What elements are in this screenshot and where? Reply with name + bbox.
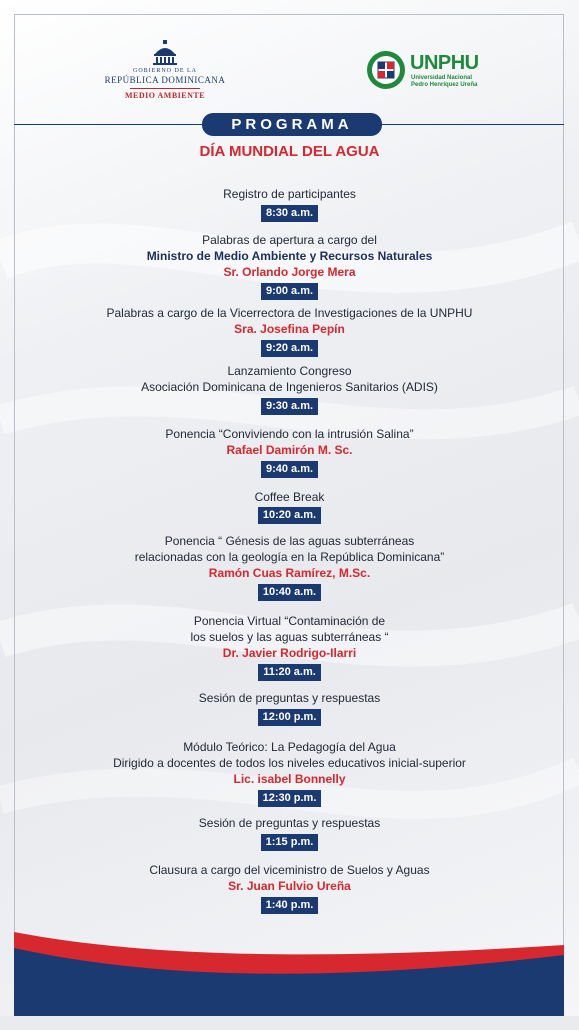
schedule-item — [0, 305, 579, 357]
time-badge: 1:40 p.m. — [261, 897, 319, 914]
item-speaker: Sra. Josefina Pepín — [234, 322, 345, 336]
unphu-seal-icon — [366, 50, 406, 90]
footer-strip — [0, 1016, 579, 1030]
schedule-item — [0, 363, 579, 415]
time-badge: 1:15 p.m. — [261, 834, 319, 851]
schedule-item — [0, 426, 579, 478]
item-text-2: los suelos y las aguas subterráneas “ — [190, 630, 389, 644]
time-badge: 10:20 a.m. — [258, 507, 321, 524]
schedule-item — [0, 690, 579, 726]
item-text-2: relacionadas con la geología en la República Dominicana” — [134, 550, 445, 564]
item-speaker: Lic. isabel Bonnelly — [233, 772, 346, 786]
program-title: PROGRAMA — [202, 113, 382, 136]
gobierno-logo — [95, 40, 235, 100]
time-badge: 12:00 p.m. — [258, 709, 322, 726]
gob-line2: REPÚBLICA DOMINICANA — [104, 75, 226, 85]
gob-divider — [130, 88, 200, 89]
unphu-name: UNPHU — [410, 52, 479, 74]
item-speaker: Sr. Juan Fulvio Ureña — [228, 879, 351, 893]
unphu-logo — [366, 50, 496, 92]
item-text-2: Dirigido a docentes de todos los niveles educativos inicial-superior — [113, 756, 466, 770]
item-bold: Ministro de Medio Ambiente y Recursos Naturales — [146, 249, 433, 263]
schedule-item — [0, 232, 579, 300]
unphu-sub2: Pedro Henríquez Ureña — [411, 82, 478, 88]
unphu-sub1: Universidad Nacional — [411, 75, 473, 81]
schedule-item — [0, 739, 579, 807]
schedule-item — [0, 815, 579, 851]
event-subtitle: DÍA MUNDIAL DEL AGUA — [199, 143, 380, 160]
item-text: Palabras a cargo de la Vicerrectora de Investigaciones de la UNPHU — [106, 306, 473, 320]
item-text: Ponencia “Conviviendo con la intrusión Salina” — [165, 427, 414, 441]
item-speaker: Dr. Javier Rodrigo-Ilarri — [222, 646, 357, 660]
time-badge: 10:40 a.m. — [258, 584, 321, 601]
gob-line3: MEDIO AMBIENTE — [124, 91, 206, 100]
footer-wave — [0, 900, 579, 1030]
schedule-item — [0, 186, 579, 222]
schedule-item — [0, 489, 579, 524]
time-badge: 9:00 a.m. — [261, 283, 318, 300]
item-text: Coffee Break — [254, 490, 325, 504]
item-text: Ponencia Virtual “Contaminación de — [193, 614, 386, 628]
item-speaker: Sr. Orlando Jorge Mera — [223, 265, 356, 279]
unphu-subtitle — [411, 75, 477, 89]
time-badge: 9:30 a.m. — [261, 398, 318, 415]
time-badge: 12:30 p.m. — [258, 790, 322, 807]
time-badge: 9:20 a.m. — [261, 340, 318, 357]
time-badge: 8:30 a.m. — [261, 205, 318, 222]
item-text: Módulo Teórico: La Pedagogía del Agua — [183, 740, 396, 754]
dome-seal-icon — [150, 40, 180, 66]
item-text: Palabras de apertura a cargo del — [202, 233, 377, 247]
item-speaker: Ramón Cuas Ramírez, M.Sc. — [208, 566, 371, 580]
item-text: Lanzamiento Congreso — [227, 364, 352, 378]
item-text: Sesión de preguntas y respuestas — [198, 691, 381, 705]
item-text: Sesión de preguntas y respuestas — [198, 816, 381, 830]
item-text-2: Asociación Dominicana de Ingenieros Sanitarios (ADIS) — [141, 380, 438, 394]
item-text: Ponencia “ Génesis de las aguas subterráneas — [164, 534, 415, 548]
gob-line1: GOBIERNO DE LA — [133, 68, 197, 74]
time-badge: 11:20 a.m. — [258, 664, 321, 681]
time-badge: 9:40 a.m. — [261, 461, 318, 478]
schedule-item — [0, 533, 579, 601]
item-speaker: Rafael Damirón M. Sc. — [226, 443, 353, 457]
item-text: Registro de participantes — [223, 187, 356, 201]
item-text: Clausura a cargo del viceministro de Suelos y Aguas — [149, 863, 430, 877]
schedule-item — [0, 613, 579, 681]
